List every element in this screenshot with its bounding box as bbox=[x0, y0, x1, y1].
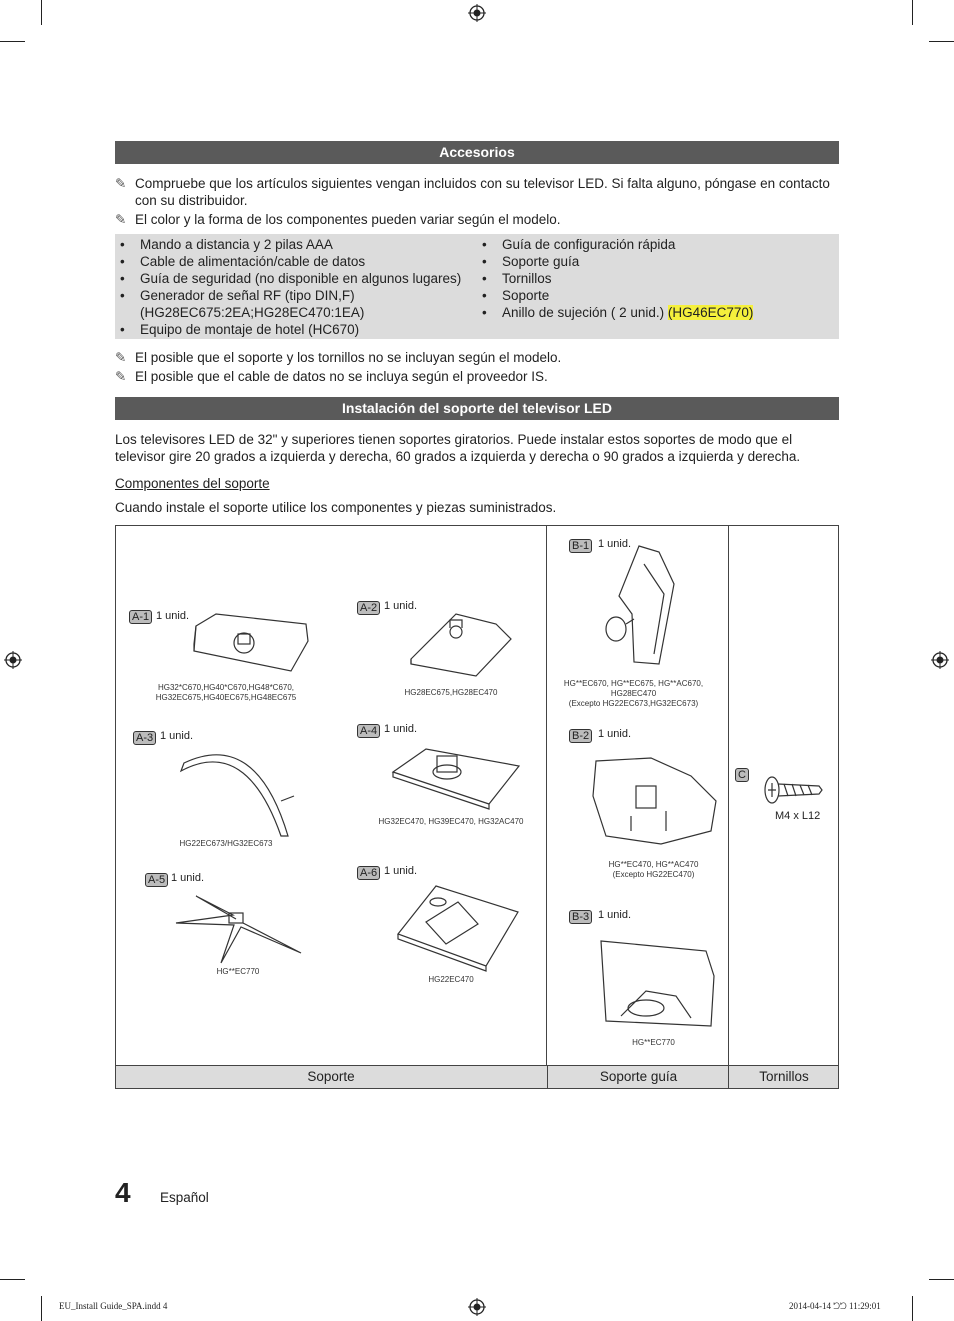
note: ✎ El posible que el cable de datos no se incluya según el proveedor IS. bbox=[115, 369, 548, 384]
part-caption: HG28EC675,HG28EC470 bbox=[404, 688, 498, 697]
crop-mark bbox=[929, 41, 954, 42]
page-number: 4 bbox=[115, 1177, 131, 1208]
note: ✎ Compruebe que los artículos siguientes vengan incluidos con su televisor LED. Si falta alguno, póngase en contacto con su distribuidor. bbox=[115, 176, 830, 208]
divider bbox=[728, 526, 729, 1088]
list-item: • Generador de señal RF (tipo DIN,F) (HG28EC675:2EA;HG28EC470:1EA) bbox=[115, 287, 370, 321]
square-base-icon bbox=[396, 884, 521, 969]
stand-base-icon bbox=[186, 606, 316, 676]
part-caption: HG**EC470, HG**AC470 (Excepto HG22EC470) bbox=[608, 860, 699, 879]
guide-stand-icon bbox=[591, 756, 721, 846]
part-tag: A-3 bbox=[133, 731, 156, 745]
part-qty: 1 unid. bbox=[384, 600, 418, 612]
rectangular-base-icon bbox=[391, 744, 521, 809]
part-qty: 1 unid. bbox=[598, 728, 632, 740]
star-base-icon bbox=[171, 891, 306, 966]
crop-mark bbox=[912, 0, 913, 25]
file-slug: EU_Install Guide_SPA.indd 4 bbox=[59, 1301, 168, 1311]
part-caption: HG**EC770 bbox=[216, 967, 260, 976]
intro-paragraph: Los televisores LED de 32" y superiores tienen soportes giratorios. Puede instalar estos soportes de modo que el televisor gire 20 grados a izquierda y derecha, 60 grados a izquierda y derecha o 90 grados a izquierda y derecha. bbox=[115, 432, 801, 464]
part-qty: 1 unid. bbox=[160, 730, 194, 742]
crop-mark bbox=[0, 41, 25, 42]
section-title-accesorios: Accesorios bbox=[115, 141, 839, 164]
part-tag: C bbox=[735, 768, 749, 782]
accessories-list bbox=[115, 234, 839, 339]
list-item: • Anillo de sujeción ( 2 unid.) (HG46EC770) bbox=[477, 304, 837, 321]
subheading: Componentes del soporte bbox=[115, 476, 270, 491]
accessories-list-left bbox=[115, 236, 475, 338]
note: ✎ El color y la forma de los componentes pueden variar según el modelo. bbox=[115, 212, 561, 227]
part-tag: B-2 bbox=[569, 729, 592, 743]
registration-mark-icon bbox=[931, 651, 949, 669]
section-title-instalacion: Instalación del soporte del televisor LED bbox=[115, 397, 839, 420]
timestamp-slug: 2014-04-14 ᘤᘤ 11:29:01 bbox=[789, 1301, 881, 1311]
table-footer bbox=[116, 1065, 838, 1088]
column-label-tornillos: Tornillos bbox=[728, 1066, 839, 1088]
part-caption: HG**EC770 bbox=[632, 1038, 675, 1047]
list-item: • Tornillos bbox=[477, 270, 837, 287]
pencil-icon: ✎ bbox=[115, 369, 127, 384]
part-caption: HG**EC670, HG**EC675, HG**AC670, HG28EC470 (Excepto HG22EC673,HG32EC673) bbox=[563, 679, 704, 708]
part-qty: 1 unid. bbox=[171, 872, 205, 884]
accessories-list-right bbox=[477, 236, 837, 321]
part-caption: HG32EC470, HG39EC470, HG32AC470 bbox=[378, 817, 524, 826]
part-qty: 1 unid. bbox=[384, 723, 418, 735]
list-item: • Guía de seguridad (no disponible en algunos lugares) bbox=[115, 270, 475, 287]
sub-paragraph: Cuando instale el soporte utilice los componentes y piezas suministrados. bbox=[115, 500, 557, 515]
registration-mark-icon bbox=[468, 1298, 486, 1316]
part-qty: 1 unid. bbox=[384, 865, 418, 877]
column-label-soporte: Soporte bbox=[307, 1069, 355, 1084]
list-item: • Soporte bbox=[477, 287, 837, 304]
note: ✎ El posible que el soporte y los tornillos no se incluyan según el modelo. bbox=[115, 350, 562, 365]
part-qty: 1 unid. bbox=[598, 909, 632, 921]
part-tag: A-2 bbox=[357, 601, 380, 615]
crop-mark bbox=[929, 1279, 954, 1280]
part-tag: B-1 bbox=[569, 539, 592, 553]
registration-mark-icon bbox=[468, 4, 486, 22]
part-tag: A-4 bbox=[357, 724, 380, 738]
model-highlight: (HG46EC770) bbox=[667, 305, 754, 320]
registration-mark-icon bbox=[4, 651, 22, 669]
list-item: • Equipo de montaje de hotel (HC670) bbox=[115, 321, 475, 338]
screw-icon bbox=[764, 774, 824, 806]
list-item: • Cable de alimentación/cable de datos bbox=[115, 253, 475, 270]
crop-mark bbox=[0, 1279, 25, 1280]
part-tag: B-3 bbox=[569, 910, 592, 924]
pencil-icon: ✎ bbox=[115, 350, 127, 365]
parts-table bbox=[115, 525, 839, 1089]
part-caption: M4 x L12 bbox=[775, 810, 821, 822]
divider bbox=[546, 526, 547, 1088]
part-caption: HG22EC673/HG32EC673 bbox=[179, 839, 273, 848]
part-tag: A-6 bbox=[357, 866, 380, 880]
guide-stand-icon bbox=[596, 936, 721, 1031]
arc-stand-icon bbox=[176, 741, 296, 841]
crop-mark bbox=[912, 1296, 913, 1321]
part-tag: A-5 bbox=[145, 873, 168, 887]
pencil-icon: ✎ bbox=[115, 212, 127, 227]
part-tag: A-1 bbox=[129, 610, 152, 624]
part-caption: HG22EC470 bbox=[428, 975, 474, 984]
part-qty: 1 unid. bbox=[156, 610, 190, 622]
crop-mark bbox=[41, 0, 42, 25]
pencil-icon: ✎ bbox=[115, 176, 127, 191]
part-caption: HG32*C670,HG40*C670,HG48*C670, HG32EC675,HG40EC675,HG48EC675 bbox=[155, 683, 297, 702]
stand-base-small-icon bbox=[406, 604, 516, 679]
column-label-soporte-guia: Soporte guía bbox=[547, 1066, 729, 1088]
list-item: • Mando a distancia y 2 pilas AAA bbox=[115, 236, 475, 253]
guide-stand-icon bbox=[604, 544, 679, 669]
crop-mark bbox=[41, 1296, 42, 1321]
list-item: • Soporte guía bbox=[477, 253, 837, 270]
list-item: • Guía de configuración rápida bbox=[477, 236, 837, 253]
part-qty: 1 unid. bbox=[598, 538, 632, 550]
language-label: Español bbox=[160, 1190, 209, 1205]
